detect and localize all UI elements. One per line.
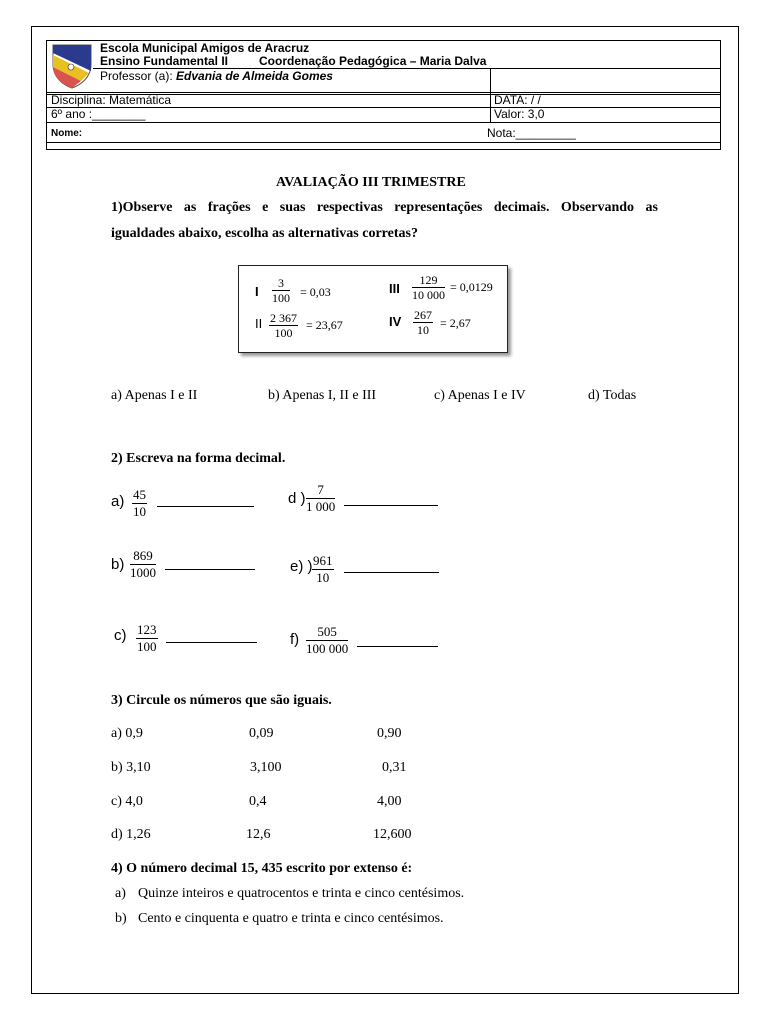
fraction-result: = 23,67: [306, 318, 343, 332]
score-field[interactable]: Nota:_________: [487, 126, 576, 140]
q2-answer-line-e[interactable]: [344, 572, 439, 573]
fraction-result: = 0,03: [300, 285, 331, 299]
coordination: Coordenação Pedagógica – Maria Dalva: [259, 54, 487, 68]
school-logo: [51, 43, 93, 89]
header-table: [46, 40, 721, 150]
q2-fraction-a: $\frac{45}{10}$: [133, 487, 146, 519]
roman-numeral: I: [255, 284, 259, 299]
q2-answer-line-c[interactable]: [166, 642, 257, 643]
school-name: Escola Municipal Amigos de Aracruz: [100, 41, 310, 55]
name-label[interactable]: Nome:: [51, 128, 83, 139]
q3-row-c-2[interactable]: 0,4: [249, 794, 267, 809]
q2-fraction-f: $\frac{505}{100 000}$: [306, 624, 349, 656]
teacher-label: Professor (a):: [100, 69, 177, 83]
q4-option-b-label[interactable]: b): [115, 911, 127, 926]
q2-label-f: f): [290, 631, 300, 648]
teacher-line: [100, 70, 333, 83]
q3-row-c-3[interactable]: 4,00: [377, 794, 402, 809]
grade-field[interactable]: 6º ano :________: [51, 107, 146, 121]
q2-fraction-d: $\frac{7}{1 000}$: [306, 482, 336, 514]
q1-option-d[interactable]: d) Todas: [588, 388, 637, 403]
q2-label-a: a): [111, 493, 125, 510]
q3-row-a-3[interactable]: 0,90: [377, 726, 402, 741]
fraction: $\frac{2 367}{100}$: [270, 311, 297, 340]
value: Valor: 3,0: [494, 107, 545, 121]
q3-row-b-2[interactable]: 3,100: [250, 760, 282, 775]
q3-row-c-1[interactable]: c) 4,0: [111, 794, 143, 809]
q1-option-b[interactable]: b) Apenas I, II e III: [268, 388, 377, 403]
q4-option-a-label[interactable]: a): [115, 886, 126, 901]
q3-row-d-3[interactable]: 12,600: [373, 827, 412, 842]
q4-option-a-text[interactable]: Quinze inteiros e quatrocentos e trinta e cinco centésimos.: [138, 886, 465, 901]
school-level: Ensino Fundamental II: [100, 54, 229, 68]
fraction: $\frac{129}{10 000}$: [412, 273, 445, 302]
fraction: $\frac{267}{10}$: [414, 308, 432, 337]
subject: Disciplina: Matemática: [51, 93, 172, 107]
q2-label-e: e) ): [290, 558, 313, 575]
q3-row-a-2[interactable]: 0,09: [249, 726, 274, 741]
q2-text: 2) Escreva na forma decimal.: [111, 451, 286, 466]
q3-row-d-1[interactable]: d) 1,26: [111, 827, 151, 842]
q4-option-b-text[interactable]: Cento e cinquenta e quatro e trinta e cinco centésimos.: [138, 911, 444, 926]
teacher-name: Edvania de Almeida Gomes: [176, 69, 333, 83]
q3-row-b-1[interactable]: b) 3,10: [111, 760, 151, 775]
q3-row-b-3[interactable]: 0,31: [382, 760, 407, 775]
q1-option-a[interactable]: a) Apenas I e II: [111, 388, 198, 403]
q3-row-a-1[interactable]: a) 0,9: [111, 726, 143, 741]
q3-row-d-2[interactable]: 12,6: [246, 827, 271, 842]
q2-label-d: d ): [288, 490, 306, 507]
q1-option-c[interactable]: c) Apenas I e IV: [434, 388, 526, 403]
q1-text-line1: 1)Observe as frações e suas respectivas representações decimais. Observando as: [111, 200, 658, 215]
roman-numeral: III: [389, 281, 400, 296]
fraction: $\frac{3}{100}$: [272, 276, 290, 305]
q2-answer-line-d[interactable]: [344, 505, 438, 506]
q2-fraction-e: $\frac{961}{10}$: [313, 553, 333, 585]
q2-fraction-b: $\frac{869}{1000}$: [130, 548, 156, 580]
date-field[interactable]: DATA: / /: [494, 93, 541, 107]
fraction-result: = 0,0129: [450, 280, 493, 294]
roman-numeral: IV: [389, 314, 402, 329]
q2-fraction-c: $\frac{123}{100}$: [137, 622, 157, 654]
q2-label-b: b): [111, 556, 125, 573]
roman-numeral: II: [255, 316, 263, 331]
q2-answer-line-a[interactable]: [157, 506, 254, 507]
q1-text-line2: igualdades abaixo, escolha as alternativas corretas?: [111, 226, 418, 241]
q4-text: 4) O número decimal 15, 435 escrito por extenso é:: [111, 861, 413, 876]
fraction-result: = 2,67: [440, 316, 471, 330]
q1-fraction-box: [238, 265, 508, 353]
q2-label-c: c): [114, 627, 127, 644]
q2-answer-line-b[interactable]: [165, 569, 255, 570]
exam-title: AVALIAÇÃO III TRIMESTRE: [276, 175, 466, 190]
q2-answer-line-f[interactable]: [357, 646, 438, 647]
q3-text: 3) Circule os números que são iguais.: [111, 693, 332, 708]
